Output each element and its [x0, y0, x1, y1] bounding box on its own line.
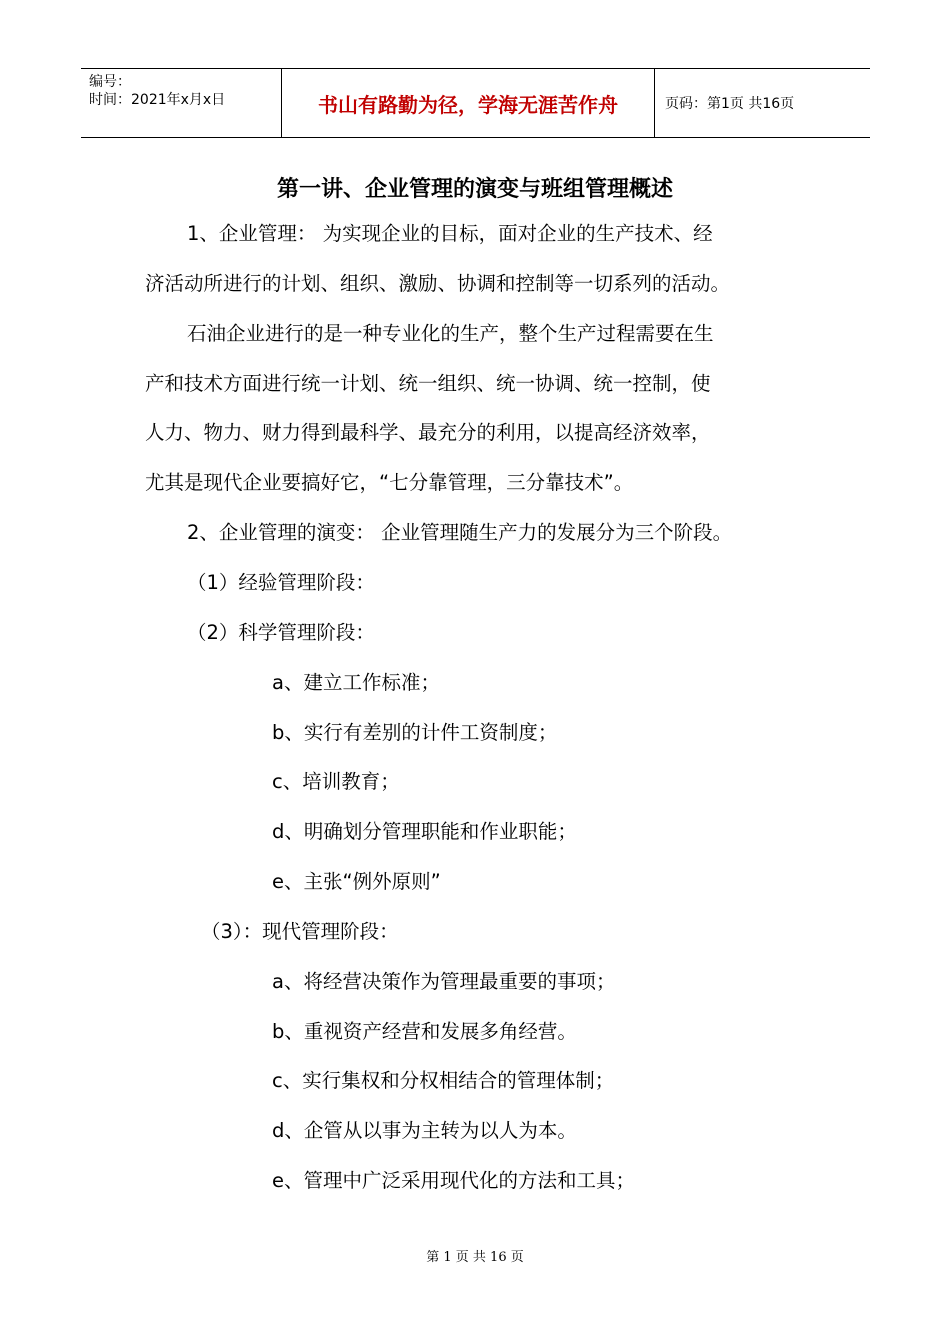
list-item: （1）经验管理阶段：	[187, 571, 375, 594]
list-item: b、实行有差别的计件工资制度；	[272, 721, 558, 744]
list-item: d、明确划分管理职能和作业职能；	[272, 820, 577, 843]
list-item: e、管理中广泛采用现代化的方法和工具；	[272, 1169, 635, 1192]
list-item: b、重视资产经营和发展多角经营。	[272, 1020, 577, 1043]
header-meta	[81, 69, 281, 137]
list-item: （3）：现代管理阶段：	[201, 920, 399, 943]
page-footer: 第 1 页 共 16 页	[426, 1250, 524, 1265]
document-title: 第一讲、企业管理的演变与班组管理概述	[276, 177, 673, 202]
list-item: a、建立工作标准；	[272, 671, 440, 694]
list-item: d、企管从以事为主转为以人为本。	[272, 1119, 577, 1142]
list-item: （2）科学管理阶段：	[187, 621, 375, 644]
paragraph-line: 产和技术方面进行统一计划、统一组织、统一协调、统一控制，使	[145, 372, 711, 395]
list-item: a、将经营决策作为管理最重要的事项；	[272, 970, 616, 993]
header-motto: 书山有路勤为径，学海无涯苦作舟	[281, 69, 655, 137]
list-item: c、培训教育；	[272, 770, 400, 793]
paragraph-line: 石油企业进行的是一种专业化的生产，整个生产过程需要在生	[187, 322, 714, 345]
list-item: c、实行集权和分权相结合的管理体制；	[272, 1069, 615, 1092]
list-item: e、主张“例外原则”	[272, 870, 441, 893]
paragraph-line: 2、企业管理的演变： 企业管理随生产力的发展分为三个阶段。	[187, 521, 733, 544]
date-label: 时间：2021年x月x日	[89, 92, 226, 108]
paragraph-line: 济活动所进行的计划、组织、激励、协调和控制等一切系列的活动。	[145, 272, 731, 295]
paragraph-line: 1、企业管理： 为实现企业的目标，面对企业的生产技术、经	[187, 222, 713, 245]
number-label: 编号：	[89, 74, 131, 90]
paragraph-line: 人力、物力、财力得到最科学、最充分的利用，以提高经济效率，	[145, 421, 711, 444]
document-header	[81, 68, 870, 138]
paragraph-line: 尤其是现代企业要搞好它，“七分靠管理，三分靠技术”。	[145, 471, 634, 494]
header-page-info: 页码：第1页 共16页	[665, 96, 795, 112]
